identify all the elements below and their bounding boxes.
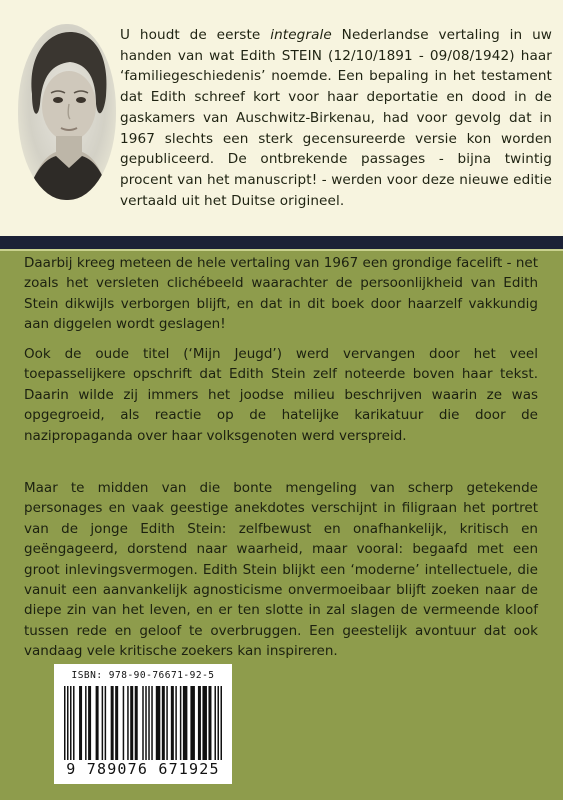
barcode-bar bbox=[88, 686, 91, 760]
barcode-bar bbox=[79, 686, 82, 760]
barcode-bar bbox=[156, 686, 161, 760]
barcode-bar bbox=[145, 686, 147, 760]
barcode-bar bbox=[166, 686, 168, 760]
barcode-bar bbox=[202, 686, 207, 760]
intro-before: U houdt de eerste bbox=[120, 27, 271, 43]
barcode-bar bbox=[175, 686, 177, 760]
barcode-panel bbox=[54, 664, 232, 784]
paragraph-1: Daarbij kreeg meteen de hele vertaling van 1967 een grondige facelift - net zoals het versleten clichébeeld waarachter de persoonlijkheid van Edith Stein dikwijls verborgen blijft, en dat in dit boek door haarzelf vakkundig aan diggelen wordt geslagen! bbox=[24, 255, 538, 333]
paragraph-3: Maar te midden van die bonte mengeling van scherp getekende personages en vaak geestige anekdotes verschijnt in filigraan het portret van de jonge Edith Stein: zelfbewust en onafhankelijk, kritisch en geëngageerd, dorstend naar waarheid, maar vooral: begaafd met een groot inlevingsvermogen. Edith Stein blijkt een ‘moderne’ intellectuele, die vanuit een aanvankelijk agnosticisme onvermoeibaar blijft zoeken naar de diepe zin van het leven, en er ten slotte in zal slagen de vermeende kloof tussen rede en geloof te overbruggen. Een geestelijk avontuur dat ook vandaag vele kritische zoekers kan inspireren. bbox=[24, 480, 538, 660]
intro-emphasis: integrale bbox=[270, 27, 332, 43]
barcode-bar bbox=[171, 686, 174, 760]
barcode-bar bbox=[102, 686, 104, 760]
divider-line bbox=[0, 249, 563, 251]
barcode-bar bbox=[142, 686, 144, 760]
barcode-bar bbox=[221, 686, 223, 760]
barcode-bar bbox=[135, 686, 138, 760]
barcode-bar bbox=[67, 686, 69, 760]
barcode-bar bbox=[64, 686, 66, 760]
barcode-bar bbox=[130, 686, 133, 760]
barcode-bar bbox=[180, 686, 182, 760]
barcode-bar bbox=[127, 686, 129, 760]
portrait-image bbox=[18, 24, 116, 200]
intro-text bbox=[120, 25, 552, 211]
barcode-bar bbox=[123, 686, 125, 760]
barcode-bar bbox=[151, 686, 153, 760]
paragraph-2: Ook de oude titel (‘Mijn Jeugd’) werd vervangen door het veel toepasselijkere opschrift dat Edith Stein zelf noteerde boven haar tekst. Daarin wilde zij immers het joodse milieu beschrijven waarin ze was opgegroeid, als reactie op de hatelijke karikatuur die door de nazipropaganda over haar volksgenoten werd verspreid. bbox=[24, 346, 538, 444]
intro-after: Nederlandse vertaling in uw handen van wat Edith STEIN (12/10/1891 - 09/08/1942) haar ‘familiegeschiedenis’ noemde. Een bepaling in het testament dat Edith schreef kort voor haar deportatie en dood in de gaskamers van Auschwitz-Birkenau, had voor gevolg dat in 1967 slechts een sterk gecensureerde versie kon worden gepubliceerd. De ontbrekende passages - bijna twintig procent van het manuscript! - werden voor deze nieuwe editie vertaald uit het Duitse origineel. bbox=[120, 27, 553, 209]
barcode-bar bbox=[217, 686, 219, 760]
barcode-bar bbox=[198, 686, 201, 760]
barcode-bar bbox=[73, 686, 75, 760]
ean-digits: 9 789076 671925 bbox=[66, 760, 220, 778]
isbn-label: ISBN: 978-90-76671-92-5 bbox=[71, 670, 215, 681]
barcode-bar bbox=[162, 686, 165, 760]
barcode-bar bbox=[214, 686, 216, 760]
barcode-bar bbox=[96, 686, 99, 760]
barcode-bar bbox=[115, 686, 118, 760]
barcode-bar bbox=[190, 686, 195, 760]
barcode-bar bbox=[148, 686, 150, 760]
barcode-bars bbox=[64, 686, 222, 760]
divider-band bbox=[0, 236, 563, 249]
top-panel bbox=[0, 0, 563, 238]
barcode-bar bbox=[70, 686, 72, 760]
barcode-bar bbox=[111, 686, 114, 760]
barcode-bar bbox=[183, 686, 188, 760]
portrait-photo bbox=[18, 24, 116, 200]
barcode-bar bbox=[208, 686, 211, 760]
barcode-bar bbox=[105, 686, 107, 760]
barcode-bar bbox=[85, 686, 87, 760]
